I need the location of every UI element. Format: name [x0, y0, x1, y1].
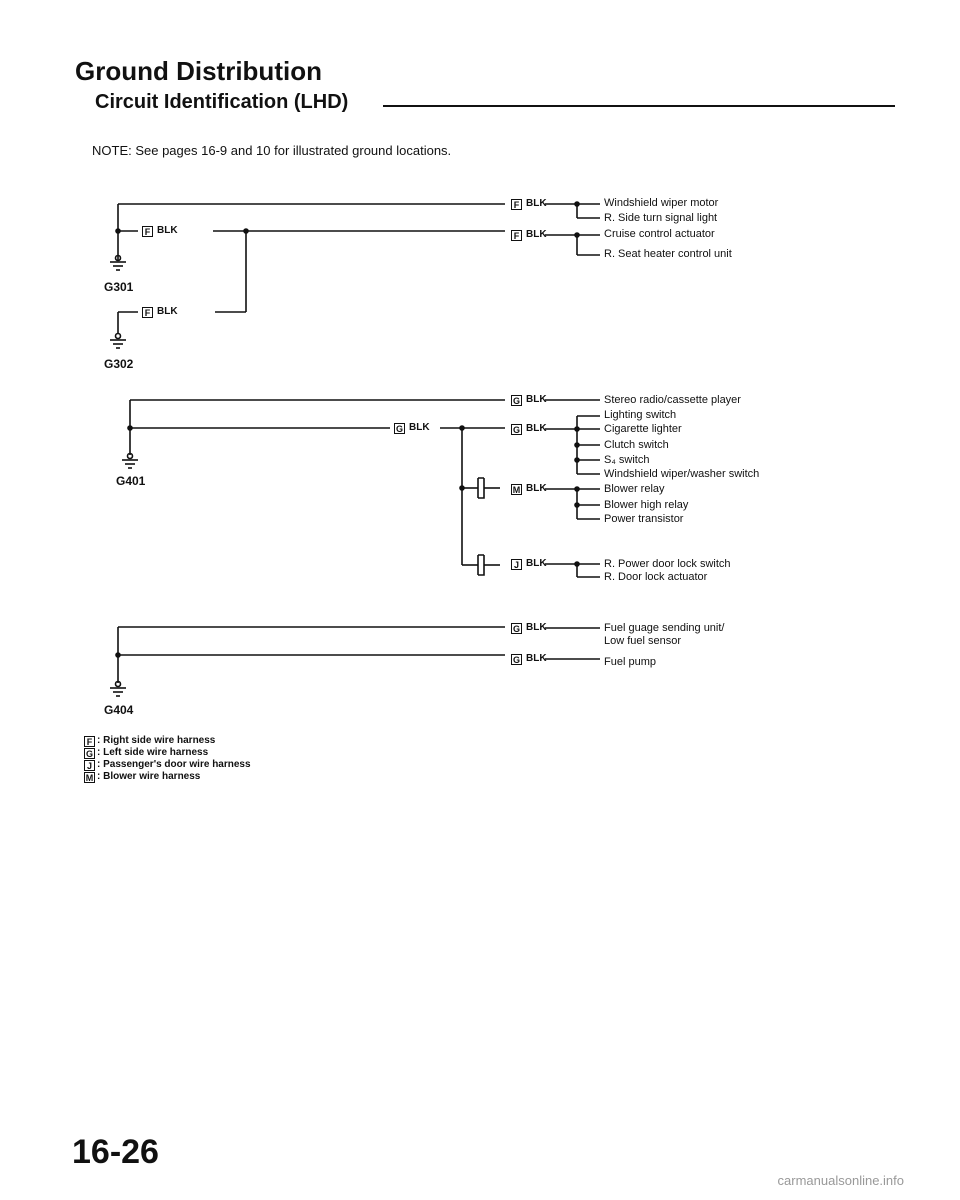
ground-symbol-g302 [110, 334, 126, 349]
wire-color: BLK [526, 622, 547, 633]
page-number: 16-26 [72, 1133, 159, 1171]
component-label: Clutch switch [604, 439, 669, 451]
wire-color: BLK [157, 306, 178, 317]
connector-tag [511, 198, 547, 210]
legend-item [84, 735, 251, 747]
wire-color: BLK [526, 653, 547, 664]
connector-tag [142, 306, 178, 318]
legend-text: : Right side wire harness [97, 735, 216, 746]
splice-dot [116, 229, 120, 233]
section-subtitle: Circuit Identification (LHD) [95, 91, 349, 113]
legend-code-box: M [85, 772, 94, 783]
splice-dot [128, 426, 132, 430]
connector-f-box: F [511, 230, 522, 241]
wire-color: BLK [526, 229, 547, 240]
connector-tag [511, 483, 547, 495]
component-label: Fuel guage sending unit/ [604, 622, 725, 634]
splice-dot [575, 202, 579, 206]
component-label: S₄ switch [604, 454, 650, 466]
connector-g-box: G [512, 623, 520, 634]
connector-tag [511, 394, 547, 406]
legend-item [84, 747, 251, 759]
legend-code-box: G [85, 748, 93, 759]
component-label: Low fuel sensor [604, 635, 682, 647]
connector-g-box: G [512, 395, 520, 406]
component-label: Windshield wiper/washer switch [604, 468, 760, 480]
wire-color: BLK [526, 423, 547, 434]
connector-tag [511, 229, 547, 241]
component-label: Cigarette lighter [604, 423, 682, 435]
component-label: Blower relay [604, 483, 665, 495]
connector-f-box: F [511, 199, 522, 210]
splice-dot [460, 426, 464, 430]
component-label: Cruise control actuator [604, 228, 715, 240]
splice-dot [575, 458, 579, 462]
legend-code-box: F [84, 736, 95, 747]
legend-item [84, 771, 251, 783]
watermark: carmanualsonline.info [777, 1173, 904, 1188]
ground-symbol-g401 [122, 454, 138, 469]
component-label: Stereo radio/cassette player [604, 394, 741, 406]
wire-color: BLK [526, 394, 547, 405]
component-label: Lighting switch [604, 409, 677, 421]
legend-text: : Blower wire harness [97, 771, 201, 782]
splice-dot [575, 233, 579, 237]
connector-tag [511, 622, 547, 634]
ground-label-g404: G404 [104, 703, 134, 717]
legend-item [84, 759, 251, 771]
connector-g-box: G [512, 424, 520, 435]
connector-tag [142, 225, 178, 237]
wire-color: BLK [409, 422, 430, 433]
component-label: R. Seat heater control unit [604, 248, 732, 260]
legend-text: : Left side wire harness [97, 747, 209, 758]
connector-tag [511, 558, 547, 570]
note-text: NOTE: See pages 16-9 and 10 for illustrated ground locations. [92, 143, 452, 158]
splice-dot [116, 653, 120, 657]
wire-color: BLK [526, 558, 547, 569]
connector-tag [511, 423, 547, 435]
connector-j-box: J [511, 559, 522, 570]
ground-label-g302: G302 [104, 357, 134, 371]
splice-dot [575, 503, 579, 507]
ground-label-g301: G301 [104, 280, 134, 294]
connector-symbol-m [478, 478, 484, 498]
splice-dot [575, 427, 579, 431]
component-label: R. Power door lock switch [604, 558, 731, 570]
component-label: R. Door lock actuator [604, 571, 708, 583]
legend-text: : Passenger's door wire harness [97, 759, 251, 770]
component-label: Windshield wiper motor [604, 197, 719, 209]
splice-dot [244, 229, 248, 233]
connector-tag [511, 653, 547, 665]
splice-dot [460, 486, 464, 490]
connector-m-box: M [512, 484, 521, 495]
component-label: Power transistor [604, 513, 684, 525]
page-title: Ground Distribution [75, 56, 322, 86]
connector-tag [394, 422, 430, 434]
connector-symbol-j [478, 555, 484, 575]
harness-legend [84, 735, 251, 783]
splice-dot [575, 562, 579, 566]
ground-label-g401: G401 [116, 474, 146, 488]
splice-dot [575, 487, 579, 491]
wire-color: BLK [526, 483, 547, 494]
component-label: Fuel pump [604, 656, 656, 668]
connector-f-box: F [142, 226, 153, 237]
legend-code-box: J [84, 760, 95, 771]
connector-f-box: F [142, 307, 153, 318]
connector-g-box: G [512, 654, 520, 665]
component-label: Blower high relay [604, 499, 689, 511]
splice-dot [575, 443, 579, 447]
component-label: R. Side turn signal light [604, 212, 718, 224]
wire-color: BLK [157, 225, 178, 236]
connector-g-box: G [395, 423, 403, 434]
ground-symbol-g404 [110, 682, 126, 697]
wire-color: BLK [526, 198, 547, 209]
